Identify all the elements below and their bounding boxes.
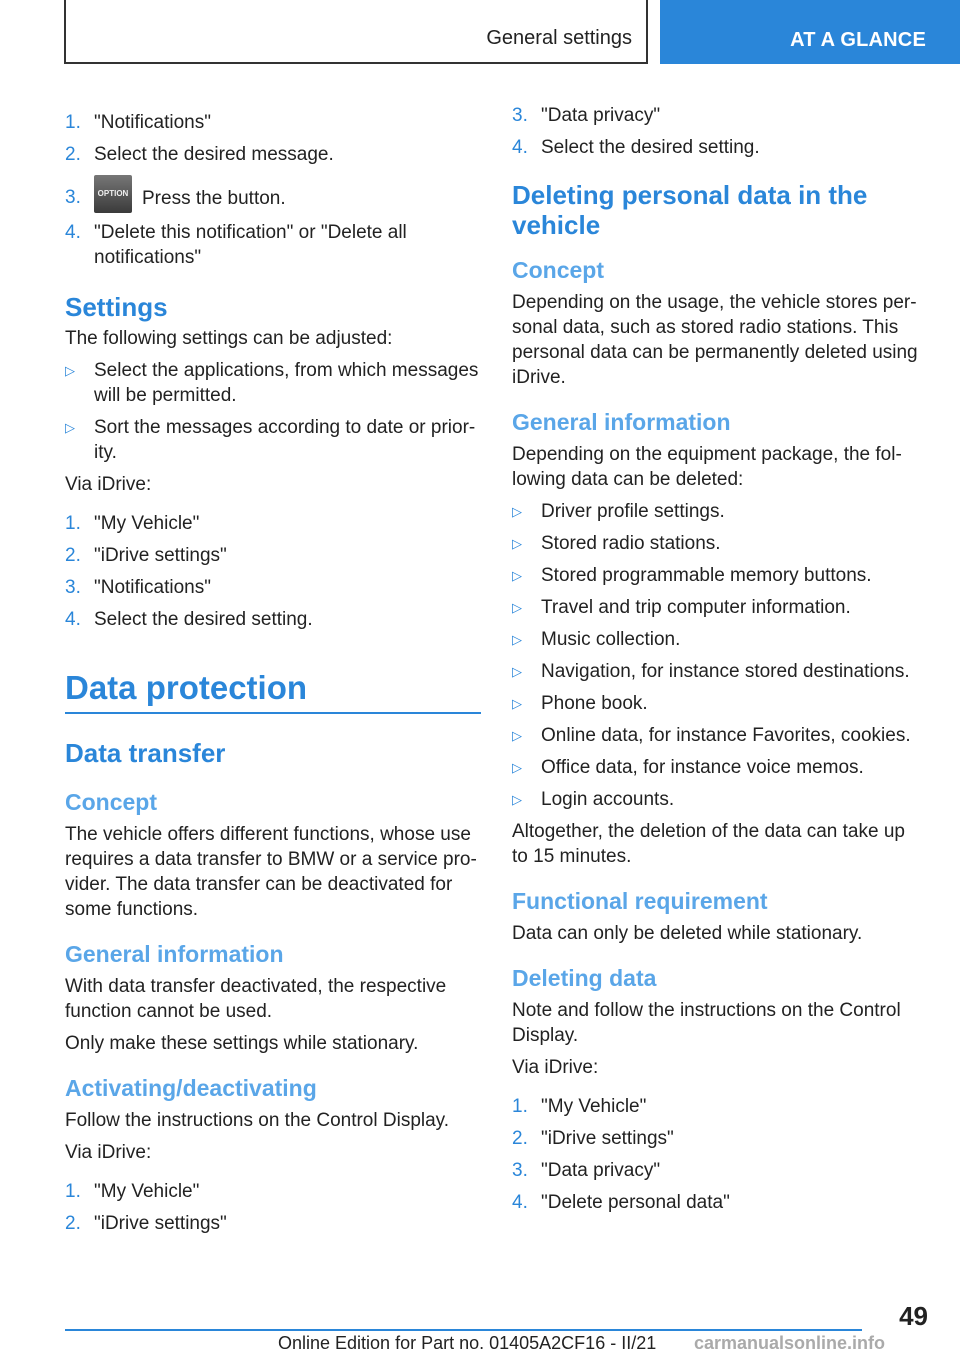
list-text: "My Vehicle" [94, 513, 200, 534]
bullet-item [512, 499, 924, 524]
list-text: "Data privacy" [541, 1160, 661, 1181]
general-info-heading: General information [512, 409, 731, 435]
via-idrive-label: Via iDrive: [65, 474, 152, 495]
list-text: Select the desired message. [94, 144, 334, 165]
via-idrive-label: Via iDrive: [512, 1057, 599, 1078]
bullet-icon: ▷ [512, 792, 522, 807]
list-item [65, 1179, 481, 1204]
bullet-item [512, 691, 924, 716]
footer-watermark: carmanualsonline.info [690, 1333, 885, 1354]
list-item [65, 607, 481, 632]
list-item [512, 135, 924, 160]
bullet-text: Music collection. [541, 629, 681, 650]
header-chapter-box [660, 0, 960, 64]
bullet-item [65, 358, 481, 408]
general-info-text: Depending on the equipment package, the following data can be deleted: [512, 444, 902, 490]
list-item [512, 103, 924, 128]
bullet-item [512, 531, 924, 556]
list-text: "Delete this notification" or "Delete all notifications" [94, 222, 407, 268]
list-item [65, 142, 481, 167]
bullet-text: Select the applications, from which messages will be permitted. [94, 360, 479, 406]
list-number: 1. [65, 1181, 81, 1202]
bullet-icon: ▷ [512, 664, 522, 679]
general-info-heading: General information [65, 941, 284, 967]
list-number: 4. [65, 609, 81, 630]
left-column [65, 110, 481, 1243]
list-text: Select the desired setting. [541, 137, 760, 158]
altogether-text: Altogether, the deletion of the data can take up to 15 minutes. [512, 821, 905, 867]
header-chapter-title: AT A GLANCE [790, 29, 926, 51]
list-number: 2. [512, 1128, 528, 1149]
bullet-icon: ▷ [512, 760, 522, 775]
bullet-icon: ▷ [65, 363, 75, 378]
bullet-icon: ▷ [512, 696, 522, 711]
list-text: "iDrive settings" [94, 545, 227, 566]
concept-text: The vehicle offers different functions, whose use requires a data transfer to BMW or a service provider. The data transfer can be deactivated for some functions. [65, 824, 477, 920]
list-number: 1. [65, 513, 81, 534]
bullet-item [65, 415, 481, 465]
header-section-title: General settings [486, 27, 632, 49]
settings-intro: The following settings can be adjusted: [65, 328, 393, 349]
bullet-text: Travel and trip computer information. [541, 597, 851, 618]
concept-heading: Concept [512, 257, 604, 283]
via-idrive-label: Via iDrive: [65, 1142, 152, 1163]
list-text: "Delete personal data" [541, 1192, 730, 1213]
list-item [65, 543, 481, 568]
bullet-text: Office data, for instance voice memos. [541, 757, 864, 778]
data-protection-heading: Data protection [65, 668, 481, 714]
concept-text: Depending on the usage, the vehicle stores personal data, such as stored radio stations. This personal data can be permanently deleted using iDrive. [512, 292, 918, 388]
bullet-text: Online data, for instance Favorites, cookies. [541, 725, 911, 746]
list-number: 3. [512, 1160, 528, 1181]
list-item [65, 1211, 481, 1236]
list-text: "Data privacy" [541, 105, 661, 126]
bullet-text: Navigation, for instance stored destinations. [541, 661, 910, 682]
list-text: "Notifications" [94, 112, 211, 133]
list-item [65, 575, 481, 600]
list-number: 1. [65, 112, 81, 133]
bullet-text: Driver profile settings. [541, 501, 725, 522]
list-text: "My Vehicle" [94, 1181, 200, 1202]
footer-divider [65, 1329, 862, 1331]
bullet-icon: ▷ [512, 504, 522, 519]
bullet-text: Stored radio stations. [541, 533, 721, 554]
bullet-text: Login accounts. [541, 789, 675, 810]
list-item [65, 220, 481, 270]
concept-heading: Concept [65, 789, 157, 815]
list-text: "iDrive settings" [541, 1128, 674, 1149]
general-info-text: Only make these settings while stationary. [65, 1033, 419, 1054]
bullet-icon: ▷ [512, 728, 522, 743]
header-section-box [64, 0, 648, 64]
bullet-icon: ▷ [512, 536, 522, 551]
bullet-item [512, 659, 924, 684]
list-number: 2. [65, 144, 81, 165]
list-number: 3. [65, 577, 81, 598]
bullet-icon: ▷ [512, 632, 522, 647]
list-item [512, 1094, 924, 1119]
data-transfer-heading: Data transfer [65, 738, 226, 768]
list-text: Select the desired setting. [94, 609, 313, 630]
list-number: 1. [512, 1096, 528, 1117]
right-column [512, 103, 924, 1222]
list-number: 3. [65, 187, 81, 208]
list-text: "Notifications" [94, 577, 211, 598]
list-text: "iDrive settings" [94, 1213, 227, 1234]
footer-edition: Online Edition for Part no. 01405A2CF16 - II/21 [278, 1333, 657, 1353]
deleting-data-text: Note and follow the instructions on the Control Display. [512, 1000, 901, 1046]
list-item [512, 1158, 924, 1183]
list-text: Press the button. [142, 188, 286, 210]
settings-heading: Settings [65, 292, 168, 322]
bullet-text: Stored programmable memory buttons. [541, 565, 872, 586]
activating-heading: Activating/deactivating [65, 1075, 317, 1101]
list-number: 2. [65, 1213, 81, 1234]
bullet-icon: ▷ [512, 600, 522, 615]
general-info-text: With data transfer deactivated, the respective function cannot be used. [65, 976, 447, 1022]
list-item [65, 110, 481, 135]
bullet-item [512, 755, 924, 780]
bullet-item [512, 627, 924, 652]
activating-text: Follow the instructions on the Control Display. [65, 1110, 450, 1131]
bullet-text: Phone book. [541, 693, 648, 714]
list-item [65, 185, 481, 213]
bullet-icon: ▷ [65, 420, 75, 435]
list-item [512, 1126, 924, 1151]
functional-requirement-text: Data can only be deleted while stationary. [512, 923, 863, 944]
bullet-icon: ▷ [512, 568, 522, 583]
bullet-text: Sort the messages according to date or priority. [94, 417, 476, 463]
bullet-item [512, 787, 924, 812]
list-number: 4. [512, 137, 528, 158]
list-item [512, 1190, 924, 1215]
bullet-item [512, 595, 924, 620]
bullet-item [512, 563, 924, 588]
deleting-data-heading: Deleting data [512, 965, 657, 991]
page-number: 49 [899, 1301, 928, 1331]
list-number: 4. [65, 222, 81, 243]
list-text: "My Vehicle" [541, 1096, 647, 1117]
deleting-personal-data-heading: Deleting personal data in the vehicle [512, 180, 868, 240]
option-button-icon: OPTION [94, 175, 132, 213]
bullet-item [512, 723, 924, 748]
list-number: 4. [512, 1192, 528, 1213]
functional-requirement-heading: Functional requirement [512, 888, 768, 914]
list-item [65, 511, 481, 536]
list-number: 2. [65, 545, 81, 566]
list-number: 3. [512, 105, 528, 126]
